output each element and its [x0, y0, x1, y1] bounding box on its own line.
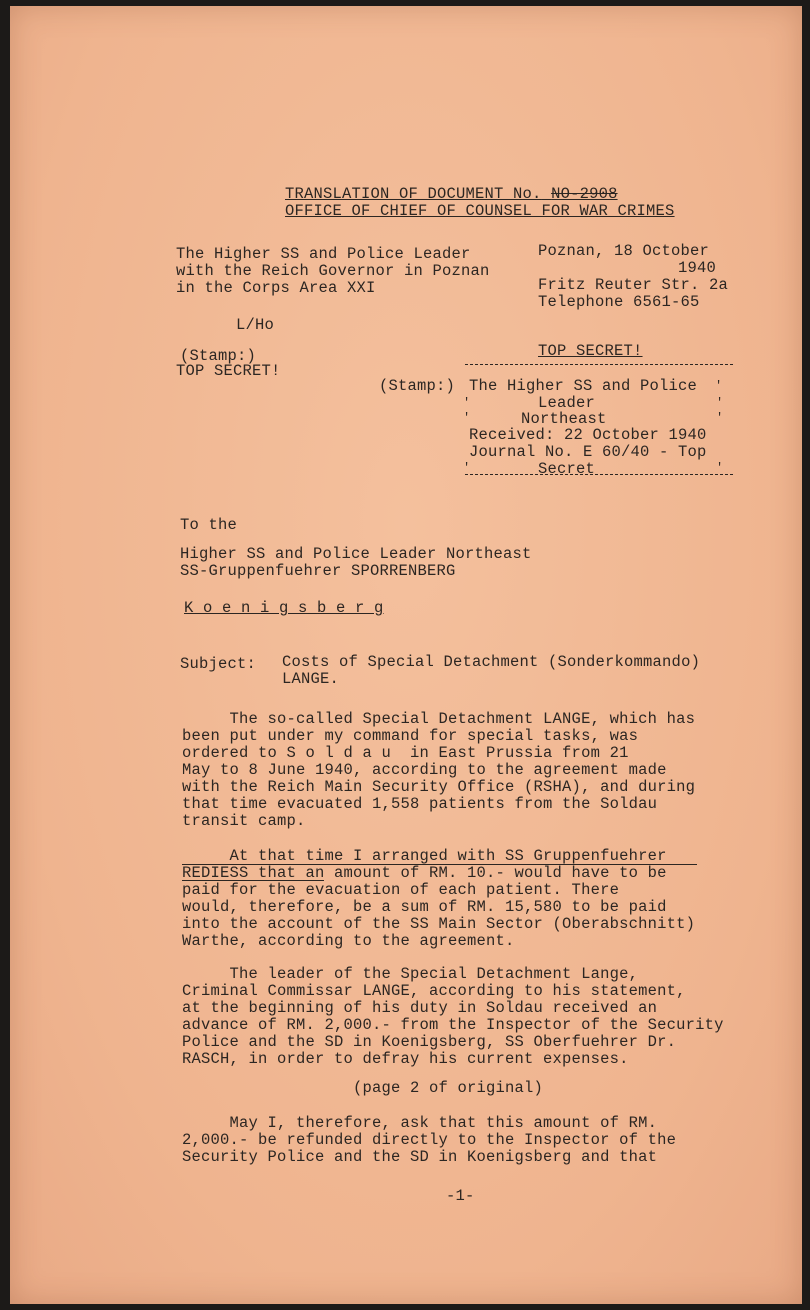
header-line-1: TRANSLATION OF DOCUMENT No. NO-2908	[285, 185, 618, 203]
para1-line: been put under my command for special tasks, was	[182, 727, 639, 745]
para2-line: would, therefore, be a sum of RM. 15,580 to be paid	[182, 898, 667, 916]
document-page: TRANSLATION OF DOCUMENT No. NO-2908 OFFICE OF CHIEF OF COUNSEL FOR WAR CRIMES The Higher SS and Police Leader with the Reich Governor in Poznan in the Corps Area XXI Poznan, 18 October 1940 Fritz Reuter Str. 2a Telephone 6561-65 L/Ho (Stamp:) TOP SECRET! TOP SECRET! (Stamp:) The Higher SS and Police Leader Northeast Received: 22 October 1940 Journal No. E 60/40 - Top Secret ' ' ' ' ' ' ' To the Higher SS and Police Leader Northeast SS-Gruppenfuehrer SPORRENBERG K o e n i g s b e r g Subject: Costs of Special Detachment (Sonderkommando) LANGE. The so-called Special Detachment LANGE, which has been put under my command for special tasks, was ordered to S o l d a u in East Prussia from 21 May to 8 June 1940, according to the agreement made with the Reich Main Security Office (RSHA), and during that time evacuated 1,558 patients from the Soldau transit camp. At that time I arranged with SS Gruppenfuehrer REDIESS that an amount of RM. 10.- would have to be paid for the evacuation of each patient. There would, therefore, be a sum of RM. 15,580 to be paid into the account of the SS Main Sector (Oberabschnitt) Warthe, according to the agreement. The leader of the Special Detachment Lange, Criminal Commissar LANGE, according to his statement, at the beginning of his duty in Soldau received an advance of RM. 2,000.- from the Inspector of the Security Police and the SD in Koenigsberg, SS Oberfuehrer Dr. RASCH, in order to defray his current expenses. (page 2 of original) May I, therefore, ask that this amount of RM. 2,000.- be refunded directly to the Inspector of the Security Police and the SD in Koenigsberg and that -1-	[10, 6, 802, 1304]
para1-line: transit camp.	[182, 812, 306, 830]
para1-line: ordered to S o l d a u in East Prussia from 21	[182, 744, 629, 762]
stamp-label-left: (Stamp:)	[180, 347, 257, 365]
addressee-line-1: Higher SS and Police Leader Northeast	[180, 545, 532, 563]
page-note: (page 2 of original)	[353, 1079, 544, 1097]
stamp-line-4: Received: 22 October 1940	[469, 426, 707, 444]
addressee-city: K o e n i g s b e r g	[184, 599, 384, 617]
telephone-line: Telephone 6561-65	[538, 293, 700, 311]
sender-line-2: with the Reich Governor in Poznan	[176, 262, 490, 280]
para4-line: Security Police and the SD in Koenigsberg and that	[182, 1148, 658, 1166]
date-line-2: 1940	[678, 259, 717, 277]
para3-line: The leader of the Special Detachment Lange,	[182, 965, 639, 983]
para4-line: 2,000.- be refunded directly to the Inspector of the	[182, 1131, 677, 1149]
header-line-2: OFFICE OF CHIEF OF COUNSEL FOR WAR CRIMES	[285, 202, 675, 220]
para2-line: into the account of the SS Main Sector (Oberabschnitt)	[182, 915, 696, 933]
para4-line: May I, therefore, ask that this amount of RM.	[182, 1114, 658, 1132]
reference-initials: L/Ho	[236, 316, 275, 334]
para3-line: Criminal Commissar LANGE, according to his statement,	[182, 982, 686, 1000]
top-secret-left: TOP SECRET!	[176, 362, 281, 380]
page-number: -1-	[446, 1187, 475, 1205]
subject-line-2: LANGE.	[282, 670, 340, 688]
para1-line: The so-called Special Detachment LANGE, which has	[182, 710, 696, 728]
stamp-line-6: Secret	[538, 460, 596, 478]
date-line-1: Poznan, 18 October	[538, 242, 710, 260]
sender-line-1: The Higher SS and Police Leader	[176, 245, 471, 263]
para3-line: at the beginning of his duty in Soldau received an	[182, 999, 658, 1017]
subject-line-1: Costs of Special Detachment (Sonderkommando)	[282, 653, 701, 671]
document-number: NO-2908	[551, 185, 618, 203]
para3-line: Police and the SD in Koenigsberg, SS Oberfuehrer Dr.	[182, 1033, 677, 1051]
para1-line: May to 8 June 1940, according to the agreement made	[182, 761, 667, 779]
stamp-line-1: The Higher SS and Police	[469, 377, 698, 395]
stamp-line-5: Journal No. E 60/40 - Top	[469, 443, 707, 461]
para3-line: advance of RM. 2,000.- from the Inspector of the Security	[182, 1016, 724, 1034]
addressee-to: To the	[180, 516, 238, 534]
para2-line: At that time I arranged with SS Gruppenfuehrer	[182, 847, 667, 865]
stamp-label-box: (Stamp:)	[379, 377, 456, 395]
para1-line: with the Reich Main Security Office (RSHA), and during	[182, 778, 696, 796]
para1-line: that time evacuated 1,558 patients from the Soldau	[182, 795, 658, 813]
stamp-line-2: Leader	[538, 394, 596, 412]
sender-line-3: in the Corps Area XXI	[176, 279, 376, 297]
top-secret-right: TOP SECRET!	[538, 342, 643, 360]
para2-line: paid for the evacuation of each patient. There	[182, 881, 620, 899]
para3-line: RASCH, in order to defray his current expenses.	[182, 1050, 629, 1068]
para2-line: REDIESS that an amount of RM. 10.- would have to be	[182, 864, 667, 882]
addressee-line-2: SS-Gruppenfuehrer SPORRENBERG	[180, 562, 456, 580]
address-line: Fritz Reuter Str. 2a	[538, 276, 729, 294]
subject-label: Subject:	[180, 655, 257, 673]
para2-line: Warthe, according to the agreement.	[182, 932, 515, 950]
stamp-line-3: Northeast	[521, 410, 607, 428]
